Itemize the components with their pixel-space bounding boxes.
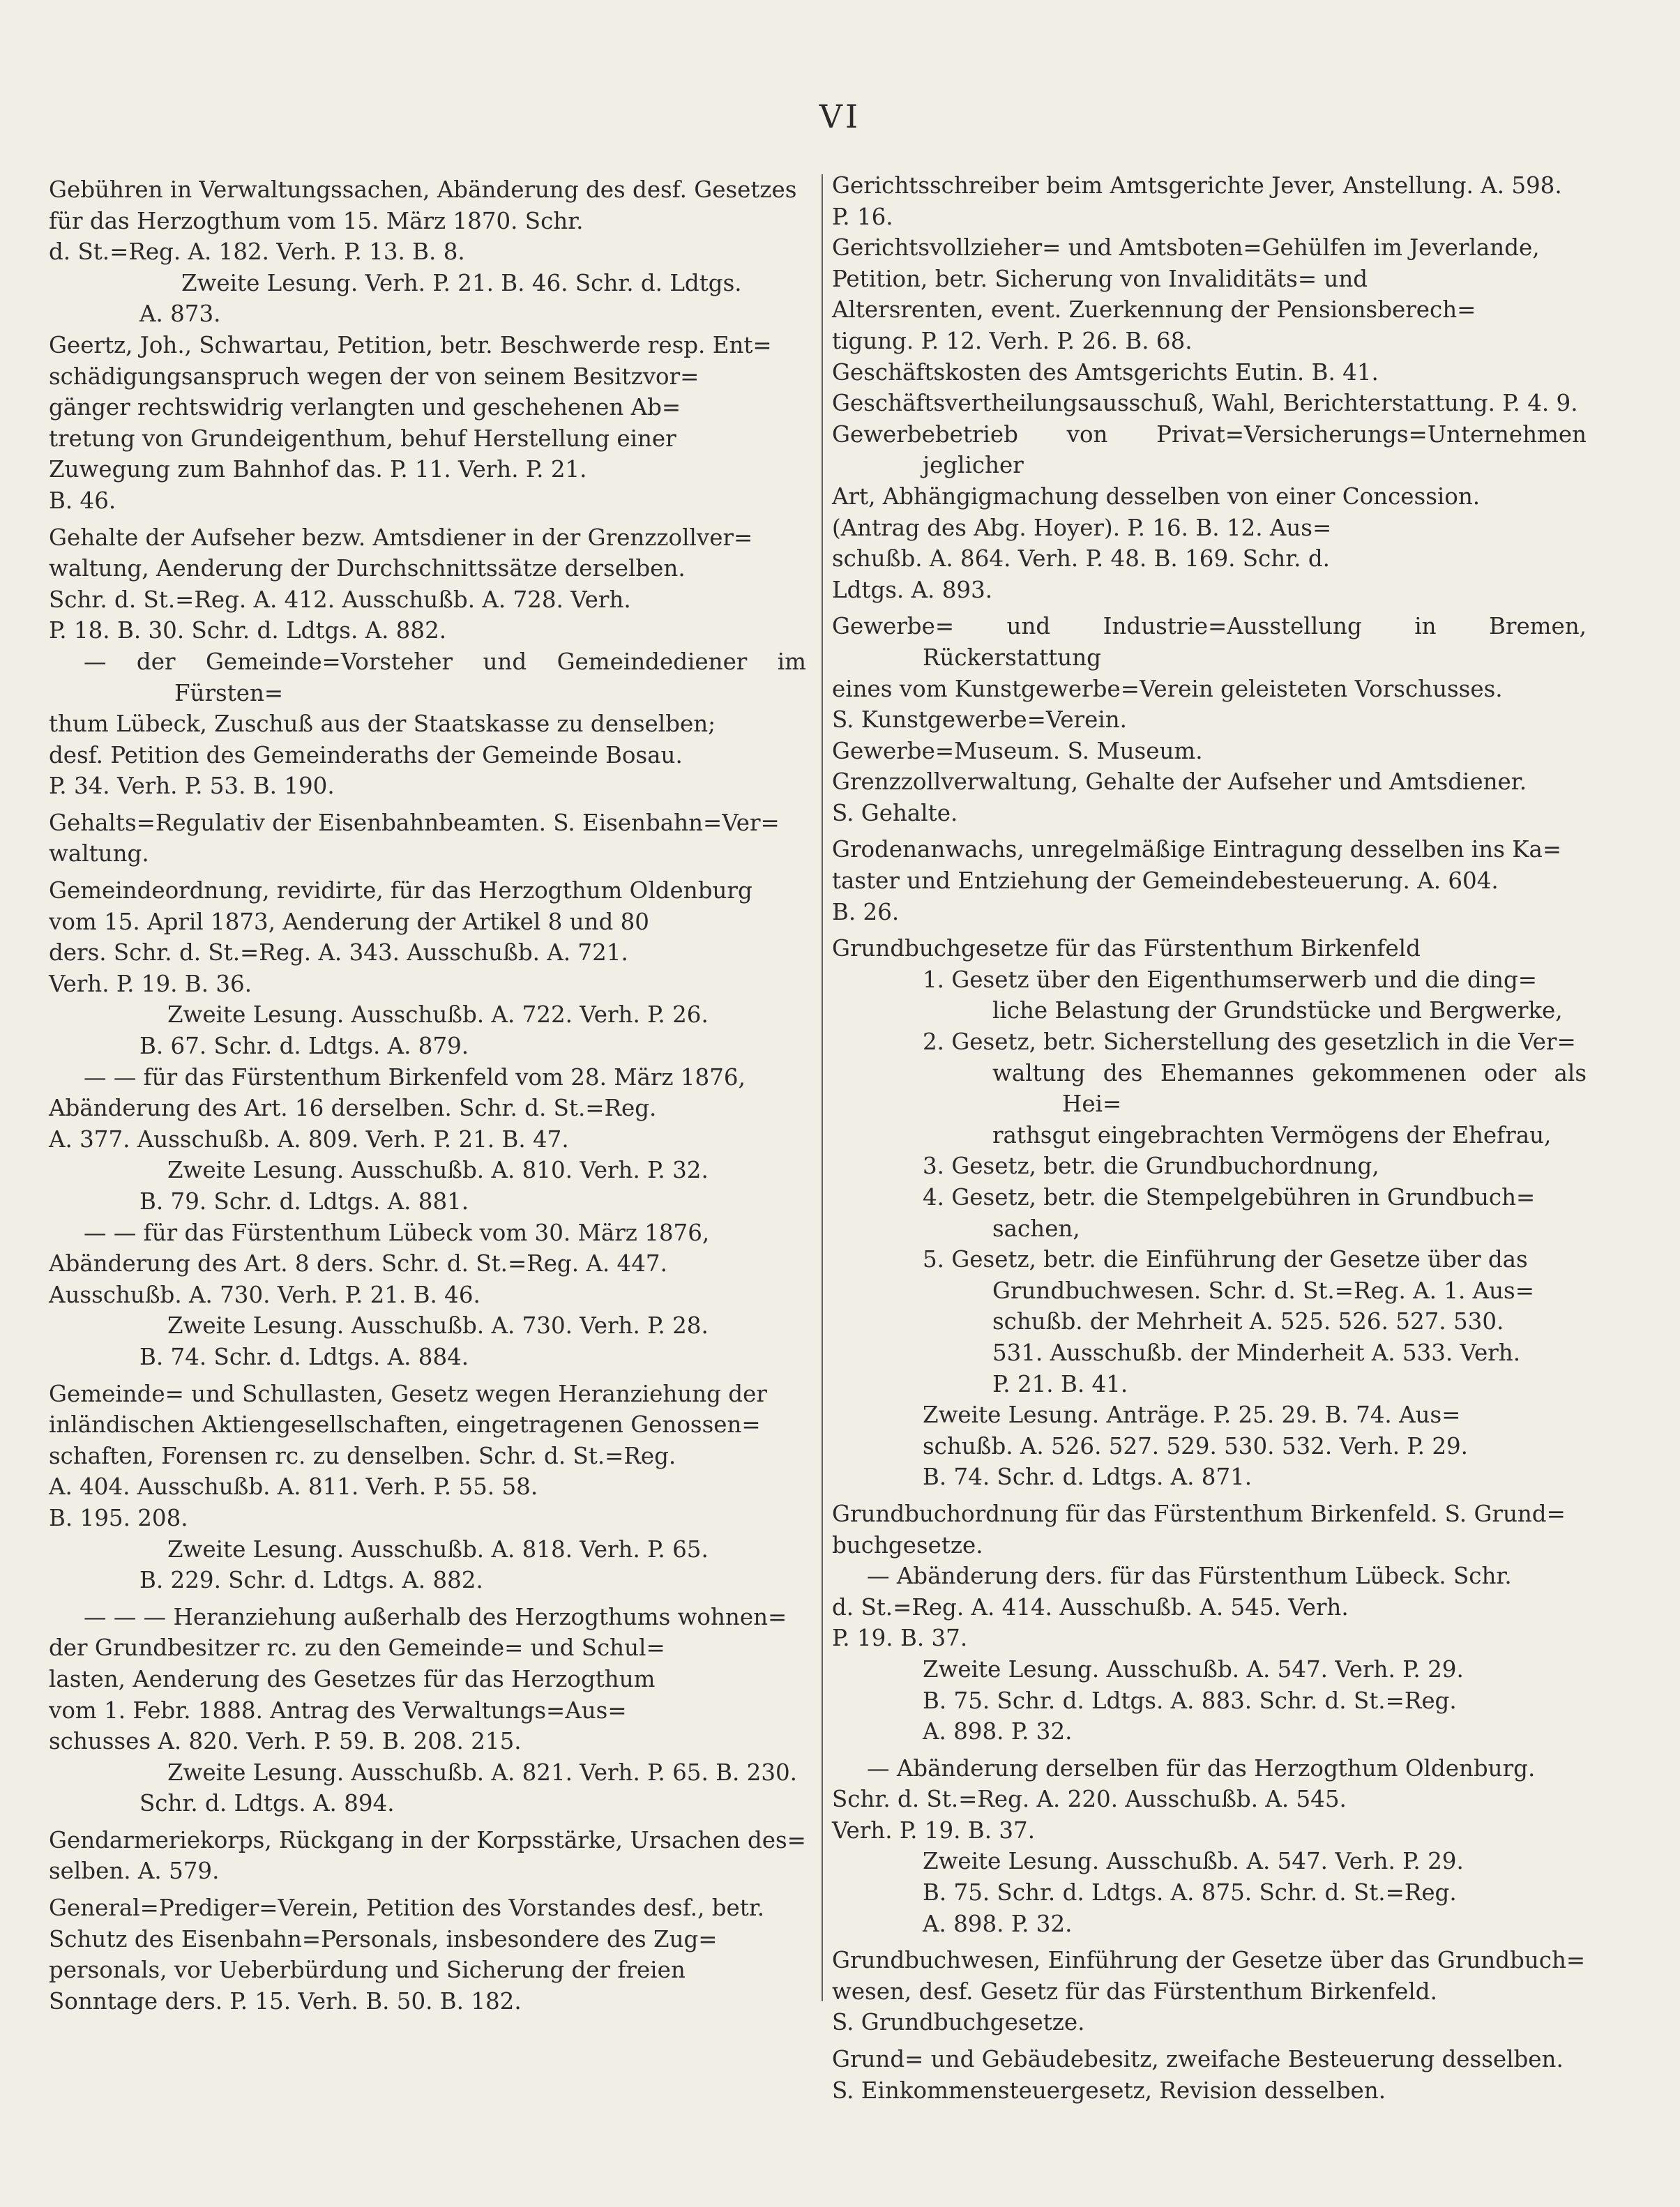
text-line: Ldtgs. A. 893. xyxy=(832,576,993,603)
text-line: sachen, xyxy=(992,1215,1080,1242)
index-subentry xyxy=(49,268,806,330)
text-line: S. Kunstgewerbe=Verein. xyxy=(832,706,1127,734)
text-line: desf. Petition des Gemeinderaths der Gemeinde Bosau. xyxy=(49,741,683,768)
text-line: waltung des Ehemannes gekommenen oder als Hei= xyxy=(992,1059,1587,1118)
text-line: Zweite Lesung. Verh. P. 21. B. 46. Schr. d. Ldtgs. xyxy=(181,269,742,296)
text-line: A. 404. Ausschußb. A. 811. Verh. P. 55. 58. xyxy=(49,1473,538,1501)
text-line: Abänderung des Art. 16 derselben. Schr. d. St.=Reg. xyxy=(49,1095,657,1122)
text-line: Grundbuchwesen. Schr. d. St.=Reg. A. 1. Aus= xyxy=(992,1277,1534,1304)
text-line: P. 19. B. 37. xyxy=(832,1625,968,1652)
text-line: B. 195. 208. xyxy=(49,1504,188,1531)
text-line: d. St.=Reg. A. 414. Ausschußb. A. 545. Verh. xyxy=(832,1593,1349,1621)
index-entry-gerichtsvollzieher xyxy=(832,232,1587,356)
text-line: Petition, betr. Sicherung von Invaliditäts= und xyxy=(832,265,1368,292)
text-line: Grundbuchordnung für das Fürstenthum Birkenfeld. S. Grund= xyxy=(832,1500,1566,1527)
index-entry-geschaeftskosten xyxy=(832,357,1587,388)
index-entry-gebuehren xyxy=(49,174,806,268)
text-line: Art, Abhängigmachung desselben von einer Concession. xyxy=(832,483,1481,510)
text-line: Gewerbe= und Industrie=Ausstellung in Bremen, Rückerstattung xyxy=(832,613,1587,671)
index-entry-grundbuchwesen xyxy=(832,1945,1587,2038)
text-line: schusses A. 820. Verh. P. 59. B. 208. 215. xyxy=(49,1728,522,1755)
text-line: Gebühren in Verwaltungssachen, Abänderung des desf. Gesetzes xyxy=(49,176,797,203)
text-line: P. 21. B. 41. xyxy=(992,1370,1128,1397)
text-line: ders. Schr. d. St.=Reg. A. 343. Ausschußb. A. 721. xyxy=(49,939,628,966)
left-column xyxy=(49,174,806,2017)
index-entry-gewerbe-museum xyxy=(832,736,1587,767)
text-line: Schr. d. St.=Reg. A. 412. Ausschußb. A. 728. Verh. xyxy=(49,586,631,613)
numbered-item-4 xyxy=(832,1182,1587,1244)
index-subentry xyxy=(49,999,806,1061)
text-line: tretung von Grundeigenthum, behuf Herstellung einer xyxy=(49,425,676,452)
text-line: Gewerbebetrieb von Privat=Versicherungs=Unternehmen jeglicher xyxy=(832,420,1587,479)
text-line: — der Gemeinde=Vorsteher und Gemeindediener im Fürsten= xyxy=(84,648,806,706)
text-line: Zweite Lesung. Ausschußb. A. 722. Verh. P. 26. xyxy=(167,1001,709,1029)
index-subentry xyxy=(49,1155,806,1217)
index-entry-grundbuchordnung xyxy=(832,1499,1587,1561)
text-line: vom 1. Febr. 1888. Antrag des Verwaltungs=Aus= xyxy=(49,1697,627,1724)
text-line: General=Prediger=Verein, Petition des Vorstandes desf., betr. xyxy=(49,1895,765,1922)
text-line: A. 377. Ausschußb. A. 809. Verh. P. 21. B. 47. xyxy=(49,1125,569,1153)
text-line: — Abänderung derselben für das Herzogthum Oldenburg. xyxy=(867,1754,1536,1782)
text-line: S. Grundbuchgesetze. xyxy=(832,2009,1085,2036)
index-subentry xyxy=(832,1654,1587,1747)
text-line: P. 16. xyxy=(832,203,893,230)
text-line: selben. A. 579. xyxy=(49,1858,220,1885)
text-line: — — für das Fürstenthum Lübeck vom 30. März 1876, xyxy=(84,1219,710,1246)
text-line: waltung, Aenderung der Durchschnittssätze derselben. xyxy=(49,555,686,582)
index-entry-gehalte xyxy=(49,522,806,646)
text-line: A. 898. P. 32. xyxy=(923,1910,1073,1937)
index-subentry xyxy=(832,1400,1587,1493)
index-entry-gemeindeordnung xyxy=(49,875,806,999)
text-line: Schutz des Eisenbahn=Personals, insbesondere des Zug= xyxy=(49,1925,718,1952)
text-line: schaften, Forensen rc. zu denselben. Schr. d. St.=Reg. xyxy=(49,1442,676,1469)
index-entry-grundbuchordnung-luebeck xyxy=(832,1561,1587,1654)
text-line: P. 34. Verh. P. 53. B. 190. xyxy=(49,773,335,800)
text-line: d. St.=Reg. A. 182. Verh. P. 13. B. 8. xyxy=(49,238,465,266)
text-line: Verh. P. 19. B. 36. xyxy=(49,970,252,997)
index-subentry xyxy=(49,1757,806,1819)
text-line: Zweite Lesung. Ausschußb. A. 818. Verh. P. 65. xyxy=(167,1535,709,1563)
text-line: 4. Gesetz, betr. die Stempelgebühren in Grundbuch= xyxy=(923,1184,1536,1211)
index-entry-heranziehung xyxy=(49,1602,806,1757)
text-line: 3. Gesetz, betr. die Grundbuchordnung, xyxy=(923,1153,1379,1180)
text-line: Zweite Lesung. Ausschußb. A. 547. Verh. P. 29. xyxy=(923,1848,1464,1875)
index-subentry xyxy=(49,1534,806,1596)
text-line: Verh. P. 19. B. 37. xyxy=(832,1817,1036,1844)
index-entry-gerichtsschreiber xyxy=(832,170,1587,232)
text-line: schußb. A. 864. Verh. P. 48. B. 169. Schr. d. xyxy=(832,545,1330,572)
text-line: eines vom Kunstgewerbe=Verein geleisteten Vorschusses. xyxy=(832,675,1503,702)
index-entry-grodenanwachs xyxy=(832,834,1587,927)
text-line: Gemeindeordnung, revidirte, für das Herzogthum Oldenburg xyxy=(49,877,752,904)
index-entry-grundbuchgesetze xyxy=(832,933,1587,964)
numbered-item-3 xyxy=(832,1151,1587,1182)
text-line: B. 46. xyxy=(49,487,116,514)
text-line: vom 15. April 1873, Aenderung der Artikel 8 und 80 xyxy=(49,908,649,935)
text-line: 1. Gesetz über den Eigenthumserwerb und die ding= xyxy=(923,966,1538,993)
text-line: Grodenanwachs, unregelmäßige Eintragung desselben ins Ka= xyxy=(832,836,1562,863)
text-line: B. 74. Schr. d. Ldtgs. A. 884. xyxy=(139,1343,469,1370)
text-line: thum Lübeck, Zuschuß aus der Staatskasse zu denselben; xyxy=(49,711,716,738)
text-line: A. 898. P. 32. xyxy=(923,1718,1073,1745)
text-line: Gerichtsschreiber beim Amtsgerichte Jever, Anstellung. A. 598. xyxy=(832,172,1562,199)
text-line: schädigungsanspruch wegen der von seinem Besitzvor= xyxy=(49,363,699,390)
index-entry-grund-gebaeudebesitz xyxy=(832,2044,1587,2106)
text-line: Geschäftskosten des Amtsgerichts Eutin. B. 41. xyxy=(832,358,1379,386)
text-line: — — — Heranziehung außerhalb des Herzogthums wohnen= xyxy=(84,1603,787,1630)
index-subentry xyxy=(49,1310,806,1372)
text-line: — Abänderung ders. für das Fürstenthum Lübeck. Schr. xyxy=(867,1563,1512,1590)
text-line: 5. Gesetz, betr. die Einführung der Gesetze über das xyxy=(923,1246,1528,1273)
index-entry-gewerbe-ausstellung xyxy=(832,611,1587,735)
text-line: liche Belastung der Grundstücke und Bergwerke, xyxy=(992,997,1563,1024)
column-divider xyxy=(822,174,823,2001)
text-line: Grund= und Gebäudebesitz, zweifache Besteuerung desselben. xyxy=(832,2046,1564,2073)
index-entry-luebeck xyxy=(49,1218,806,1311)
text-line: Geschäftsvertheilungsausschuß, Wahl, Berichterstattung. P. 4. 9. xyxy=(832,390,1578,417)
index-entry-gewerbebetrieb xyxy=(832,419,1587,606)
text-line: Zweite Lesung. Ausschußb. A. 810. Verh. P. 32. xyxy=(167,1157,709,1184)
text-line: B. 79. Schr. d. Ldtgs. A. 881. xyxy=(139,1188,469,1215)
text-line: lasten, Aenderung des Gesetzes für das Herzogthum xyxy=(49,1665,656,1692)
text-line: Gerichtsvollzieher= und Amtsboten=Gehülfen im Jeverlande, xyxy=(832,234,1540,261)
index-entry-grenzzollverwaltung xyxy=(832,766,1587,828)
text-line: Zweite Lesung. Ausschußb. A. 547. Verh. P. 29. xyxy=(923,1655,1464,1683)
text-line: Ausschußb. A. 730. Verh. P. 21. B. 46. xyxy=(49,1281,480,1308)
text-line: wesen, desf. Gesetz für das Fürstenthum Birkenfeld. xyxy=(832,1978,1437,2005)
text-line: gänger rechtswidrig verlangten und geschehenen Ab= xyxy=(49,394,681,421)
index-entry-birkenfeld xyxy=(49,1062,806,1155)
text-line: personals, vor Ueberbürdung und Sicherung der freien xyxy=(49,1957,686,1984)
text-line: buchgesetze. xyxy=(832,1531,983,1558)
numbered-item-5 xyxy=(832,1244,1587,1400)
text-line: waltung. xyxy=(49,840,149,867)
text-line: schußb. A. 526. 527. 529. 530. 532. Verh. P. 29. xyxy=(923,1432,1468,1459)
text-line: S. Einkommensteuergesetz, Revision desselben. xyxy=(832,2077,1386,2104)
text-line: S. Gehalte. xyxy=(832,799,958,826)
text-line: Gehalte der Aufseher bezw. Amtsdiener in der Grenzzollver= xyxy=(49,524,753,551)
text-line: B. 74. Schr. d. Ldtgs. A. 871. xyxy=(923,1464,1253,1491)
text-line: B. 75. Schr. d. Ldtgs. A. 883. Schr. d. St.=Reg. xyxy=(923,1687,1457,1714)
text-line: Gendarmeriekorps, Rückgang in der Korpsstärke, Ursachen des= xyxy=(49,1826,806,1853)
text-line: Abänderung des Art. 8 ders. Schr. d. St.=Reg. A. 447. xyxy=(49,1250,667,1277)
text-line: B. 229. Schr. d. Ldtgs. A. 882. xyxy=(139,1567,483,1594)
text-line: 531. Ausschußb. der Minderheit A. 533. Verh. xyxy=(992,1339,1521,1366)
index-entry-general-prediger-verein xyxy=(49,1893,806,2017)
text-line: Zweite Lesung. Ausschußb. A. 821. Verh. P. 65. B. 230. xyxy=(167,1759,798,1786)
text-line: Schr. d. St.=Reg. A. 220. Ausschußb. A. 545. xyxy=(832,1786,1347,1813)
text-line: Sonntage ders. P. 15. Verh. B. 50. B. 182. xyxy=(49,1987,522,2015)
text-line: 2. Gesetz, betr. Sicherstellung des gesetzlich in die Ver= xyxy=(923,1029,1576,1056)
index-entry-gehalte-gemeinde xyxy=(49,646,806,802)
text-line: inländischen Aktiengesellschaften, eingetragenen Genossen= xyxy=(49,1411,761,1439)
index-entry-gemeinde-schullasten xyxy=(49,1379,806,1534)
text-line: Grundbuchgesetze für das Fürstenthum Birkenfeld xyxy=(832,935,1421,962)
index-subentry xyxy=(832,1846,1587,1939)
index-entry-grundbuchordnung-oldenburg xyxy=(832,1753,1587,1846)
text-line: Gehalts=Regulativ der Eisenbahnbeamten. S. Eisenbahn=Ver= xyxy=(49,809,780,836)
text-line: Gewerbe=Museum. S. Museum. xyxy=(832,737,1203,764)
numbered-item-2 xyxy=(832,1026,1587,1151)
right-column xyxy=(832,170,1587,2106)
text-line: taster und Entziehung der Gemeindebesteuerung. A. 604. xyxy=(832,867,1499,895)
text-line: — — für das Fürstenthum Birkenfeld vom 28. März 1876, xyxy=(84,1063,746,1091)
text-line: Geertz, Joh., Schwartau, Petition, betr. Beschwerde resp. Ent= xyxy=(49,331,772,358)
text-line: P. 18. B. 30. Schr. d. Ldtgs. A. 882. xyxy=(49,617,447,644)
text-line: Zweite Lesung. Anträge. P. 25. 29. B. 74. Aus= xyxy=(923,1402,1461,1429)
text-line: Zuwegung zum Bahnhof das. P. 11. Verh. P. 21. xyxy=(49,456,587,483)
text-line: Grundbuchwesen, Einführung der Gesetze über das Grundbuch= xyxy=(832,1947,1586,1974)
text-line: schußb. der Mehrheit A. 525. 526. 527. 530. xyxy=(992,1308,1504,1335)
text-line: der Grundbesitzer rc. zu den Gemeinde= und Schul= xyxy=(49,1635,665,1662)
text-line: rathsgut eingebrachten Vermögens der Ehefrau, xyxy=(992,1121,1552,1148)
text-line: (Antrag des Abg. Hoyer). P. 16. B. 12. Aus= xyxy=(832,514,1332,541)
text-line: B. 26. xyxy=(832,898,900,925)
page-number: VI xyxy=(819,98,861,135)
text-line: tigung. P. 12. Verh. P. 26. B. 68. xyxy=(832,327,1193,354)
text-line: für das Herzogthum vom 15. März 1870. Schr. xyxy=(49,207,584,234)
text-line: B. 67. Schr. d. Ldtgs. A. 879. xyxy=(139,1033,469,1060)
index-entry-geschaeftsvertheilung xyxy=(832,388,1587,419)
text-line: Schr. d. Ldtgs. A. 894. xyxy=(139,1790,395,1817)
index-entry-gendarmeriekorps xyxy=(49,1825,806,1887)
text-line: Gemeinde= und Schullasten, Gesetz wegen Heranziehung der xyxy=(49,1380,767,1407)
numbered-item-1 xyxy=(832,964,1587,1026)
index-entry-geertz xyxy=(49,330,806,517)
text-line: Zweite Lesung. Ausschußb. A. 730. Verh. P. 28. xyxy=(167,1312,709,1340)
text-line: Altersrenten, event. Zuerkennung der Pensionsberech= xyxy=(832,296,1476,324)
index-entry-gehalts-regulativ xyxy=(49,807,806,870)
text-line: B. 75. Schr. d. Ldtgs. A. 875. Schr. d. St.=Reg. xyxy=(923,1879,1457,1906)
text-line: Grenzzollverwaltung, Gehalte der Aufseher und Amtsdiener. xyxy=(832,768,1527,796)
text-line: A. 873. xyxy=(139,301,221,328)
